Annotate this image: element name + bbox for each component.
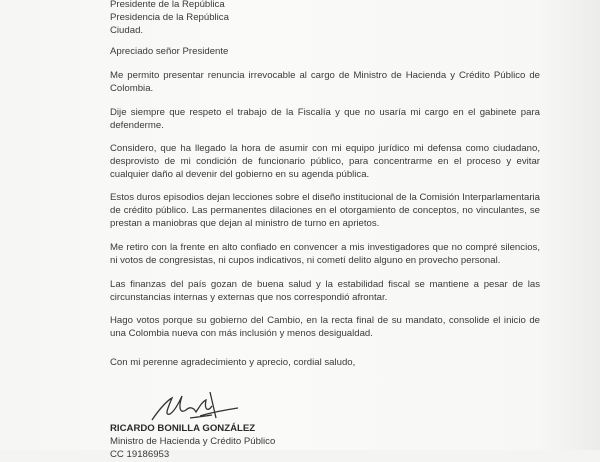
signer-block: [110, 422, 540, 462]
paragraph: Dije siempre que respeto el trabajo de la Fiscalía y que no usaría mi cargo en el gabinete para defenderme.: [110, 107, 540, 132]
recipient-block: [110, 0, 540, 38]
signer-name: RICARDO BONILLA GONZÁLEZ: [110, 423, 256, 434]
closing: Con mi perenne agradecimiento y aprecio, cordial saludo,: [110, 357, 356, 368]
paragraph: Me permito presentar renuncia irrevocable al cargo de Ministro de Hacienda y Crédito Público de Colombia.: [110, 70, 540, 95]
signer-title: Ministro de Hacienda y Crédito Público: [110, 436, 276, 448]
paragraph: Hago votos porque su gobierno del Cambio, en la recta final de su mandato, consolide el inicio de una Colombia nueva con más inclusión y menos desigualdad.: [110, 315, 540, 340]
paragraph: Las finanzas del país gozan de buena salud y la estabilidad fiscal se mantiene a pesar de las circunstancias internas y externas que nos correspondió afrontar.: [110, 279, 540, 304]
recipient-line: Ciudad.: [110, 25, 144, 37]
paragraph: Me retiro con la frente en alto confiado en convencer a mis investigadores que no compré silencios, ni votos de congresistas, ni cupos indicativos, ni cometí delito alguno en provecho personal.: [110, 242, 540, 267]
signer-id: CC 19186953: [110, 449, 170, 461]
salutation: Apreciado señor Presidente: [110, 46, 229, 57]
recipient-line: Presidente de la República: [110, 0, 225, 10]
signature-image: [150, 388, 240, 426]
recipient-line: Presidencia de la República: [110, 12, 229, 24]
paragraph: Considero, que ha llegado la hora de asumir con mi equipo jurídico mi defensa como ciudadano, desprovisto de mi condición de funcionario público, para concentrarme en el proceso y evitar cualquier daño al devenir del gobierno en su agenda pública.: [110, 143, 540, 181]
paragraph: Estos duros episodios dejan lecciones sobre el diseño institucional de la Comisión Interparlamentaria de crédito público. Las permanentes dilaciones en el otorgamiento de conceptos, no vinculantes, se prestan a maniobras que dejan al ministro de turno en aprietos.: [110, 192, 540, 230]
